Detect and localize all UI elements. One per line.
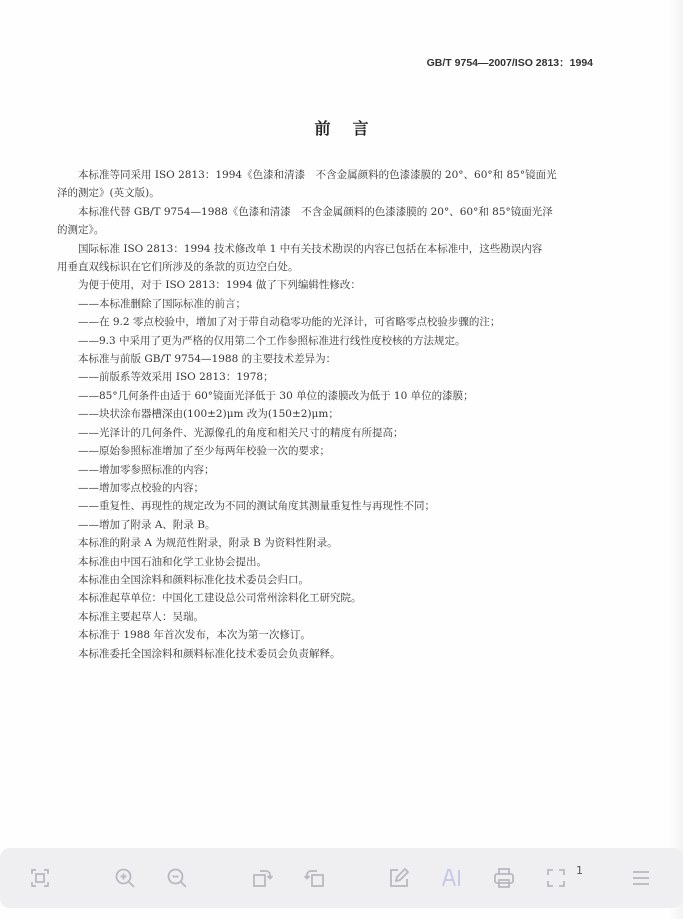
- list-item: ——块状涂布器槽深由(100±2)μm 改为(150±2)μm；: [78, 408, 339, 421]
- paragraph: 本标准主要起草人：吴瑞。: [78, 610, 204, 623]
- list-item: ——重复性、再现性的规定改为不同的测试角度其测量重复性与再现性不同；: [78, 500, 435, 513]
- print-button[interactable]: [483, 857, 525, 899]
- page-number: 1: [576, 864, 583, 877]
- ai-icon: [440, 866, 464, 890]
- paragraph: 泽的测定》(英文版)。: [57, 187, 160, 200]
- list-item: ——增加零参照标准的内容；: [78, 463, 215, 476]
- paragraph: 本标准由中国石油和化学工业协会提出。: [78, 555, 267, 568]
- zoom-out-icon: [165, 866, 189, 890]
- rotate-left-button[interactable]: [294, 857, 336, 899]
- zoom-out-button[interactable]: [156, 857, 198, 899]
- annotate-button[interactable]: [378, 857, 420, 899]
- paragraph: 为便于使用，对于 ISO 2813：1994 做了下列编辑性修改：: [78, 279, 361, 292]
- paragraph: 本标准代替 GB/T 9754—1988《色漆和清漆 不含金属颜料的色漆漆膜的 20°、60°和 85°镜面光泽: [78, 205, 553, 218]
- paragraph: 本标准于 1988 年首次发布，本次为第一次修订。: [78, 629, 311, 642]
- list-item: ——本标准删除了国际标准的前言；: [78, 297, 246, 310]
- list-item: ——9.3 中采用了更为严格的仅用第二个工作参照标准进行线性度校核的方法规定。: [78, 334, 466, 347]
- list-item: ——增加了附录 A、附录 B。: [78, 518, 216, 531]
- list-item: ——前版系等效采用 ISO 2813：1978；: [78, 371, 274, 384]
- fullscreen-button[interactable]: [535, 857, 577, 899]
- viewer-toolbar: [0, 848, 683, 908]
- rotate-left-icon: [303, 866, 327, 890]
- list-item: ——原始参照标准增加了至少每两年校验一次的要求；: [78, 445, 330, 458]
- annotate-icon: [387, 866, 411, 890]
- paragraph: 本标准起草单位：中国化工建设总公司常州涂料化工研究院。: [78, 592, 362, 605]
- rotate-right-icon: [250, 866, 274, 890]
- paragraph: 国际标准 ISO 2813：1994 技术修改单 1 中有关技术勘误的内容已包括在本标准中，这些勘误内容: [78, 242, 543, 255]
- list-item: ——光泽计的几何条件、光源像孔的角度和相关尺寸的精度有所提高；: [78, 426, 404, 439]
- menu-icon: [629, 866, 653, 890]
- ai-button[interactable]: [431, 857, 473, 899]
- menu-button[interactable]: [620, 857, 662, 899]
- paragraph: 本标准由全国涂料和颜料标准化技术委员会归口。: [78, 573, 309, 586]
- standard-code: GB/T 9754—2007/ISO 2813：1994: [426, 57, 593, 69]
- list-item: ——85°几何条件由适于 60°镜面光泽低于 30 单位的漆膜改为低于 10 单位的漆膜；: [78, 389, 474, 402]
- paragraph: 本标准委托全国涂料和颜料标准化技术委员会负责解释。: [78, 647, 341, 660]
- paragraph: 的测定》。: [57, 224, 105, 237]
- fit-page-button[interactable]: [19, 857, 61, 899]
- zoom-in-icon: [113, 866, 137, 890]
- fit-page-icon: [28, 866, 52, 890]
- list-item: ——增加零点校验的内容；: [78, 481, 204, 494]
- paragraph: 本标准的附录 A 为规范性附录，附录 B 为资料性附录。: [78, 537, 338, 550]
- foreword-body: [57, 166, 597, 663]
- paragraph: 本标准等同采用 ISO 2813：1994《色漆和清漆 不含金属颜料的色漆漆膜的 20°、60°和 85°镜面光: [78, 169, 557, 181]
- rotate-right-button[interactable]: [241, 857, 283, 899]
- zoom-in-button[interactable]: [104, 857, 146, 899]
- page-title: 前言: [314, 119, 391, 138]
- print-icon: [492, 866, 516, 890]
- list-item: ——在 9.2 零点校验中，增加了对于带自动稳零功能的光泽计，可省略零点校验步骤的注；: [78, 316, 501, 329]
- paragraph: 本标准与前版 GB/T 9754—1988 的主要技术差异为：: [78, 353, 337, 366]
- paragraph: 用垂直双线标识在它们所涉及的条款的页边空白处。: [57, 261, 299, 274]
- fullscreen-icon: [544, 866, 568, 890]
